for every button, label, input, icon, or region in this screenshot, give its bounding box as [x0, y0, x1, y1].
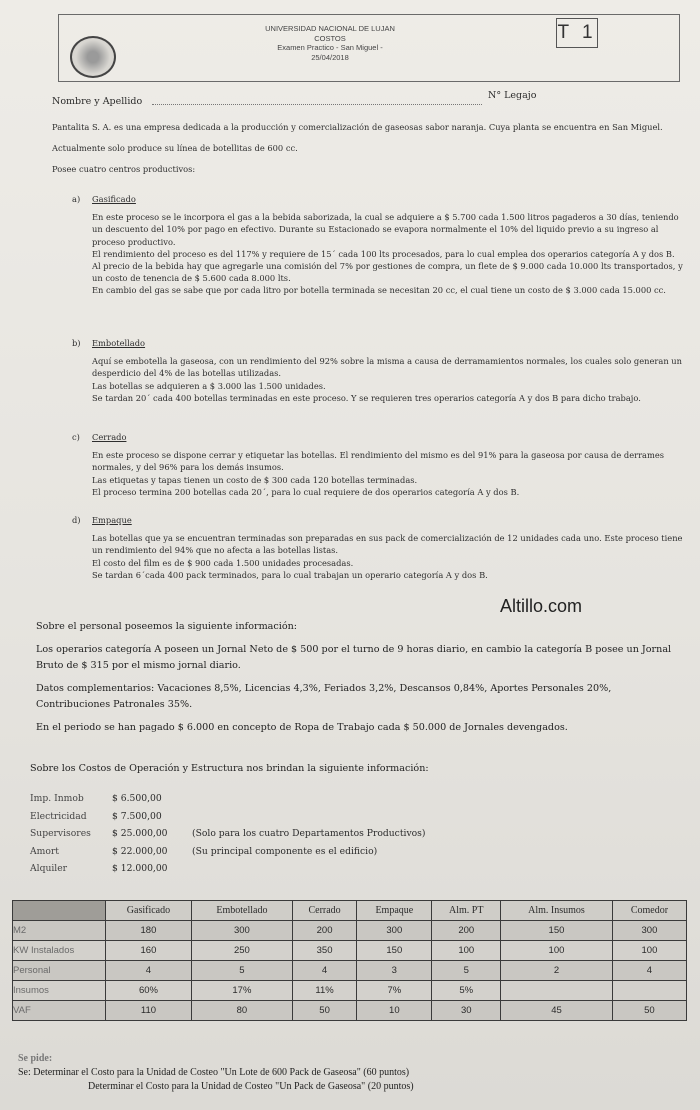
table-cell: 300	[612, 921, 686, 941]
cost-value: $ 7.500,00	[112, 810, 162, 822]
table-cell: 11%	[292, 981, 356, 1001]
intro-paragraph: Pantalita S. A. es una empresa dedicada a la producción y comercialización de gaseosas sabor naranja. Cuya planta se encuentra en San Miguel.	[52, 122, 663, 132]
section-paragraph: Las botellas se adquieren a $ 3.000 las 1.500 unidades.	[92, 380, 326, 391]
task-item: Se: Determinar el Costo para la Unidad de Costeo "Un Lote de 600 Pack de Gaseosa" (60 puntos)	[18, 1067, 410, 1078]
header-title	[200, 24, 460, 62]
section-paragraph: Aquí se embotella la gaseosa, con un rendimiento del 92% sobre la misma a causa de derramamientos normales, los cuales solo generan un desperdicio del 4% de las botellas utilizadas.	[92, 356, 682, 379]
table-cell: 4	[612, 961, 686, 981]
section-letter: c)	[72, 432, 80, 442]
section-paragraph: En este proceso se le incorpora el gas a la bebida saborizada, la cual se adquiere a $ 5.700 cada 1.500 litros pagaderos a 30 días, teniendo un descuento del 10% por pago en efectivo. Durante su Estacionado se evapora normalmente el 10% del liquido previo a su ingreso al proceso productivo.	[92, 212, 679, 247]
student-info-row	[52, 90, 672, 107]
personal-section	[36, 619, 686, 735]
personal-paragraph: Datos complementarios: Vacaciones 8,5%, Licencias 4,3%, Feriados 3,2%, Descansos 0,84%, Aportes Personales 20%, Contribuciones Patronales 35%.	[36, 683, 612, 710]
watermark: Altillo.com	[500, 596, 583, 616]
exam-date: 25/04/2018	[311, 52, 349, 62]
table-cell: 10	[357, 1001, 432, 1021]
section-paragraph: Las etiquetas y tapas tienen un costo de $ 300 cada 120 botellas terminadas.	[92, 474, 418, 485]
personal-heading: Sobre el personal poseemos la siguiente información:	[36, 621, 298, 632]
section-title: Gasificado	[92, 194, 136, 204]
section-paragraph: El rendimiento del proceso es del 117% y requiere de 15´ cada 100 lts procesados, para lo cual emplea dos operarios categoría A y dos B.	[92, 248, 675, 259]
table-cell: 2	[501, 961, 613, 981]
table-cell: 50	[612, 1001, 686, 1021]
cost-value: $ 6.500,00	[112, 793, 162, 804]
university-seal-icon	[70, 36, 116, 78]
table-cell: 17%	[191, 981, 292, 1001]
cost-label: Supervisores	[30, 828, 91, 839]
subject-name: COSTOS	[314, 33, 346, 43]
intro-paragraph: Posee cuatro centros productivos:	[52, 164, 196, 175]
section-title: Embotellado	[92, 338, 146, 348]
table-cell: 300	[191, 921, 292, 941]
cost-label: Alquiler	[30, 863, 68, 874]
column-header: Cerrado	[292, 901, 356, 921]
table-header-row	[13, 901, 687, 921]
university-name: UNIVERSIDAD NACIONAL DE LUJAN	[265, 24, 395, 33]
section-paragraph: Se tardan 20´ cada 400 botellas terminadas en este proceso. Y se requieren tres operarios categoría A y dos B para dicho trabajo.	[92, 392, 641, 403]
row-label: Personal	[13, 961, 106, 981]
name-blank-line[interactable]	[152, 104, 482, 105]
table-cell: 30	[432, 1001, 501, 1021]
table-cell: 45	[501, 1001, 613, 1021]
table-row	[13, 961, 687, 981]
section-embotellado	[72, 337, 688, 404]
section-title: Empaque	[92, 515, 132, 525]
table-cell: 5%	[432, 981, 501, 1001]
section-paragraph: El proceso termina 200 botellas cada 20´, para lo cual requiere de dos operarios categoría A y dos B.	[92, 486, 520, 497]
table-cell: 110	[106, 1001, 192, 1021]
column-header: Alm. PT	[432, 901, 501, 921]
exam-name: Examen Practico - San Miguel -	[277, 43, 383, 52]
table-row	[13, 1001, 687, 1021]
table-cell: 5	[432, 961, 501, 981]
section-empaque	[72, 514, 688, 581]
column-header: Gasificado	[106, 901, 192, 921]
table-row	[13, 921, 687, 941]
section-cerrado	[72, 431, 688, 498]
table-cell: 160	[106, 941, 192, 961]
task-list	[18, 1052, 698, 1094]
legajo-label: N° Legajo	[488, 90, 537, 101]
row-label: KW Instalados	[13, 941, 106, 961]
section-letter: a)	[72, 194, 81, 204]
table-cell: 4	[106, 961, 192, 981]
section-letter: b)	[72, 338, 81, 348]
intro	[52, 121, 682, 176]
personal-paragraph: Los operarios categoría A poseen un Jornal Neto de $ 500 por el turno de 9 horas diario, en cambio la categoría B posee un Jornal Bruto de $ 315 por el mismo jornal diario.	[36, 644, 672, 671]
cost-value: $ 12.000,00	[112, 863, 168, 874]
table-cell: 150	[501, 921, 613, 941]
table-cell: 150	[357, 941, 432, 961]
personal-paragraph: En el periodo se han pagado $ 6.000 en concepto de Ropa de Trabajo cada $ 50.000 de Jornales devengados.	[36, 722, 568, 734]
costs-heading: Sobre los Costos de Operación y Estructura nos brindan la siguiente información:	[30, 763, 429, 774]
table-cell: 100	[501, 941, 613, 961]
name-label: Nombre y Apellido	[52, 96, 143, 107]
table-cell: 5	[191, 961, 292, 981]
task-label: Se pide:	[18, 1053, 53, 1064]
cost-value: $ 25.000,00	[112, 828, 168, 839]
exam-code: T 1	[556, 18, 598, 48]
column-header: Empaque	[357, 901, 432, 921]
table-corner	[13, 901, 106, 921]
cost-value: $ 22.000,00	[112, 845, 168, 857]
table-cell	[501, 981, 613, 1001]
row-label: VAF	[13, 1001, 106, 1021]
section-paragraph: Se tardan 6´cada 400 pack terminados, para lo cual trabajan un operario categoría A y dos B.	[92, 569, 488, 580]
table-cell: 100	[612, 941, 686, 961]
section-paragraph: El costo del film es de $ 900 cada 1.500 unidades procesadas.	[92, 557, 354, 568]
table-cell: 80	[191, 1001, 292, 1021]
table-cell: 7%	[357, 981, 432, 1001]
table-cell: 350	[292, 941, 356, 961]
table-cell: 250	[191, 941, 292, 961]
column-header: Embotellado	[191, 901, 292, 921]
table-row	[13, 981, 687, 1001]
section-paragraph: En este proceso se dispone cerrar y etiquetar las botellas. El rendimiento del mismo es del 91% para la gaseosa por causa de derrames normales, y del 96% para los demás insumos.	[92, 450, 665, 473]
cost-label: Amort	[30, 845, 59, 857]
table-cell: 3	[357, 961, 432, 981]
section-paragraph: Las botellas que ya se encuentran terminadas son preparadas en sus pack de comercialización de 12 unidades cada uno. Este proceso tiene un rendimiento del 94% que no afecta a las botellas listas.	[92, 533, 683, 556]
column-header: Alm. Insumos	[501, 901, 613, 921]
table-cell: 200	[432, 921, 501, 941]
table-cell: 4	[292, 961, 356, 981]
table-cell: 50	[292, 1001, 356, 1021]
cost-label: Imp. Inmob	[30, 793, 84, 804]
column-header: Comedor	[612, 901, 686, 921]
intro-paragraph: Actualmente solo produce su línea de botellitas de 600 cc.	[52, 143, 298, 154]
table-cell	[612, 981, 686, 1001]
table-cell: 180	[106, 921, 192, 941]
cost-note: (Su principal componente es el edificio)	[192, 845, 378, 857]
distribution-table	[12, 900, 687, 1021]
section-letter: d)	[72, 515, 81, 525]
section-gasificado	[72, 193, 688, 297]
row-label: Insumos	[13, 981, 106, 1001]
row-label: M2	[13, 921, 106, 941]
table-cell: 60%	[106, 981, 192, 1001]
section-paragraph: En cambio del gas se sabe que por cada litro por botella terminada se necesitan 20 cc, el cual tiene un costo de $ 3.000 cada 15.000 cc.	[92, 285, 666, 296]
table-cell: 100	[432, 941, 501, 961]
section-paragraph: Al precio de la bebida hay que agregarle una comisión del 7% por gestiones de compra, un flete de $ 9.000 cada 10.000 lts transportados, y un costo de tenencia de $ 5.600 cada 8.000 lts.	[92, 261, 683, 284]
table-cell: 200	[292, 921, 356, 941]
table-row	[13, 941, 687, 961]
table-cell: 300	[357, 921, 432, 941]
task-item: Determinar el Costo para la Unidad de Costeo "Un Pack de Gaseosa" (20 puntos)	[88, 1081, 414, 1092]
cost-note: (Solo para los cuatro Departamentos Productivos)	[192, 828, 426, 839]
cost-label: Electricidad	[30, 810, 87, 822]
section-title: Cerrado	[92, 432, 127, 442]
